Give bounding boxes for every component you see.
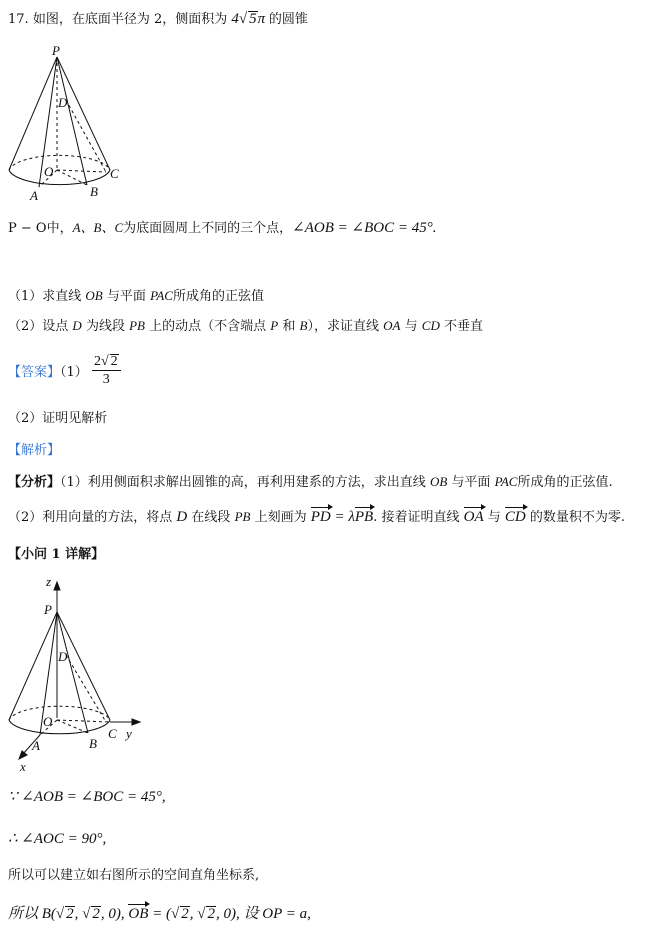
slant-edge-right xyxy=(57,57,110,170)
slant-edge-left xyxy=(9,57,57,170)
label-a: A xyxy=(30,188,38,203)
angle-condition: ∠AOB = ∠BOC = 45°. xyxy=(292,220,437,236)
slant-edge-pa-2 xyxy=(40,612,57,735)
subquestion-1-heading: 【小问 1 详解】 xyxy=(8,547,105,562)
y-axis-arrow xyxy=(132,719,140,725)
label-c-2: C xyxy=(108,726,117,741)
solution-line-3: 所以可以建立如右图所示的空间直角坐标系, xyxy=(8,868,260,883)
problem-intro-end: 的圆锥 xyxy=(268,12,308,27)
label-d: D xyxy=(58,95,68,110)
problem-intro: 如图，在底面半径为 2，侧面积为 xyxy=(32,12,228,27)
segment-oc-2 xyxy=(57,720,110,722)
label-p: P xyxy=(52,43,60,58)
problem-number: 17. xyxy=(8,12,29,27)
slant-edge-right-2 xyxy=(57,612,110,720)
answer-part-2: （2）证明见解析 xyxy=(8,411,108,426)
label-p-2: P xyxy=(44,602,52,617)
solution-line-2: ∴ ∠AOC = 90°, xyxy=(8,831,107,847)
slant-edge-pb xyxy=(57,57,87,185)
slant-edge-pb-2 xyxy=(57,612,88,733)
condition-line: P − O中，A、B、C为底面圆周上不同的三个点，∠AOB = ∠BOC = 45°. xyxy=(8,220,437,236)
problem-statement-line xyxy=(8,11,308,27)
analysis-line-1: 【分析】（1）利用侧面积求解出圆锥的高，再利用建系的方法，求出直线 OB 与平面 PAC所成角的正弦值. xyxy=(8,474,613,490)
vector-relation: PD = λPB xyxy=(310,509,374,525)
question-2: （2）设点 D 为线段 PB 上的动点（不含端点 P 和 B），求证直线 OA 与 CD 不垂直 xyxy=(8,318,484,334)
solution-line-4: 所以 B(√ 2, √ 2, 0), OB = (√ 2, √ 2, 0), 设 OP = a, xyxy=(8,906,311,922)
answer-tag: 【答案】 xyxy=(8,365,61,380)
slant-edge-left-2 xyxy=(9,612,57,720)
x-axis xyxy=(22,735,40,755)
cone-name: P − O xyxy=(8,221,47,236)
label-o: O xyxy=(44,164,54,179)
label-d-2: D xyxy=(58,649,68,664)
segment-oa xyxy=(39,170,57,187)
label-x: x xyxy=(20,759,26,774)
solution-line-1: ∵ ∠AOB = ∠BOC = 45°, xyxy=(8,789,166,805)
slant-edge-pa xyxy=(39,57,57,187)
segment-ob xyxy=(57,170,87,185)
lateral-area-expression: 4√ 5π xyxy=(231,11,266,27)
label-y: y xyxy=(126,726,132,741)
label-c: C xyxy=(110,166,119,181)
analysis-line-2: （2）利用向量的方法，将点 D 在线段 PB 上刻画为 PD = λPB. 接着证明直线 OA 与 CD 的数量积不为零. xyxy=(8,509,626,525)
question-1: （1）求直线 OB 与平面 PAC所成角的正弦值 xyxy=(8,288,264,304)
base-ellipse-front xyxy=(9,170,110,185)
analysis-tag: 【解析】 xyxy=(8,443,61,458)
label-a-2: A xyxy=(32,738,40,753)
answer-fraction: $\frac{2√ 2}{3}$ xyxy=(92,354,121,387)
base-ellipse-back xyxy=(9,155,110,170)
z-axis-arrow xyxy=(54,582,60,590)
answer-line: 【答案】（1） $\frac{2√ 2}{3}$ xyxy=(8,356,121,389)
segment-oc xyxy=(57,170,106,172)
base-ellipse-back-2 xyxy=(9,706,110,720)
label-b-2: B xyxy=(89,736,97,751)
label-z: z xyxy=(46,574,52,589)
label-b: B xyxy=(90,184,98,199)
segment-oa-2 xyxy=(40,720,57,735)
segment-dc-2 xyxy=(66,655,106,722)
base-ellipse-front-2 xyxy=(9,720,110,734)
segment-ob-2 xyxy=(57,720,88,733)
x-axis-arrow xyxy=(19,751,27,759)
label-o-2: O xyxy=(43,714,53,729)
segment-dc xyxy=(66,100,106,172)
